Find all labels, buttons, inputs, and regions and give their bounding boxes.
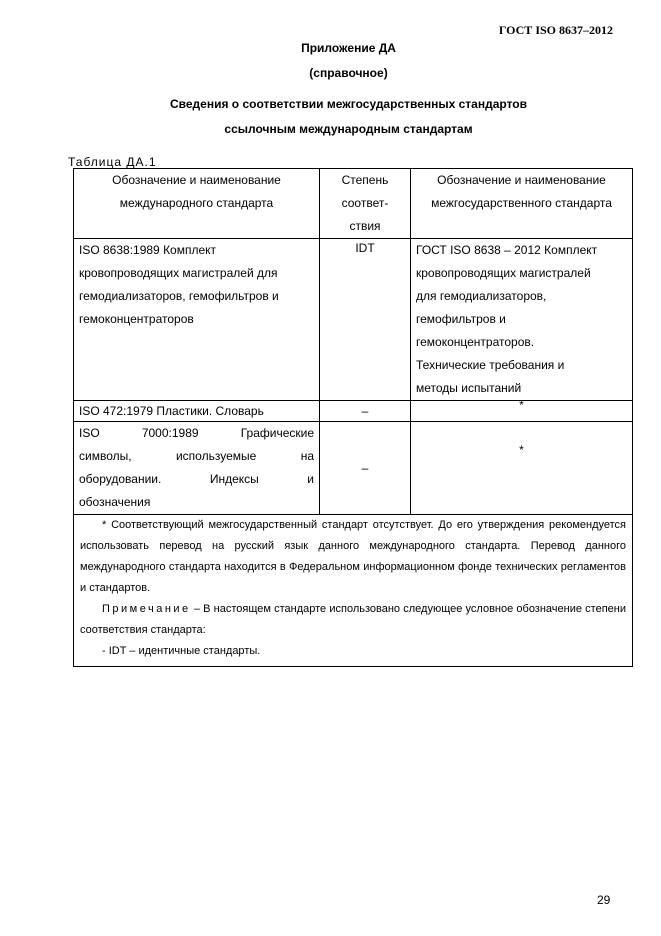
cell-international-standard <box>74 422 320 515</box>
header-line: Степень <box>341 173 389 187</box>
table-caption: Таблица ДА.1 <box>68 155 157 169</box>
cell-line: методы испытаний <box>416 381 522 395</box>
table-note <box>80 599 626 641</box>
note-label: Примечание <box>102 603 191 615</box>
footnote-marker: * <box>519 398 524 412</box>
cell-line: ISO 472:1979 Пластики. Словарь <box>79 404 264 418</box>
table-row <box>74 239 633 401</box>
header-degree <box>320 169 411 239</box>
cell-interstate-standard <box>411 422 633 515</box>
cell-line: ISO 8638:1989 Комплект <box>79 243 217 257</box>
cell-line: кровопроводящих магистралей для <box>79 266 278 280</box>
header-line: Обозначение и наименование <box>112 173 281 187</box>
cell-line: обозначения <box>79 495 151 509</box>
annex-heading-line-2: ссылочным международным стандартам <box>224 122 473 136</box>
cell-line: символы, используемые на <box>79 449 314 463</box>
annex-title: Приложение ДА <box>301 41 396 55</box>
table-footnote: * Соответствующий межгосударственный стандарт отсутствует. До его утверждения рекомендуется использовать перевод на русский язык данного международного стандарта. Перевод данного международного стандарта находится в Федеральном информационном фонде технических регламентов и стандартов. <box>80 519 626 594</box>
header-line: международного стандарта <box>119 196 274 210</box>
cell-line: гемофильтров и <box>416 312 506 326</box>
cell-degree: – <box>320 422 411 515</box>
cell-line: оборудовании. Индексы и <box>79 472 314 486</box>
header-line: соответ- <box>341 196 389 210</box>
header-line: Обозначение и наименование <box>437 173 606 187</box>
cell-interstate-standard <box>411 239 633 401</box>
table-notes <box>74 515 633 667</box>
page-number: 29 <box>597 893 611 907</box>
table-row <box>74 422 633 515</box>
cell-line: гемодиализаторов, гемофильтров и <box>79 289 279 303</box>
note-text: – В настоящем стандарте использовано следующее условное обозначение степени соответствия стандарта: <box>80 603 626 636</box>
cell-line: гемоконцентраторов <box>79 312 194 326</box>
cell-line: ГОСТ ISO 8638 – 2012 Комплект <box>416 243 598 257</box>
table-header-row <box>74 169 633 239</box>
cell-line: ISO 7000:1989 Графические <box>79 426 314 440</box>
header-interstate-standard <box>411 169 633 239</box>
document-code: ГОСТ ISO 8637–2012 <box>498 23 613 37</box>
annex-heading-line-1: Сведения о соответствии межгосударственных стандартов <box>170 97 527 111</box>
note-item: - IDT – идентичные стандарты. <box>102 645 261 657</box>
header-line: межгосударственного стандарта <box>431 196 612 210</box>
cell-interstate-standard <box>411 398 633 422</box>
cell-line: кровопроводящих магистралей <box>416 266 591 280</box>
footnote-marker: * <box>519 442 524 457</box>
table-notes-row <box>74 515 633 667</box>
cell-line: гемоконцентраторов. <box>416 335 535 349</box>
header-line: ствия <box>349 219 381 233</box>
cell-international-standard <box>74 239 320 401</box>
header-international-standard <box>74 169 320 239</box>
cell-international-standard <box>74 401 320 422</box>
cell-degree: IDT <box>320 239 411 401</box>
table-row <box>74 401 633 422</box>
annex-kind: (справочное) <box>309 66 388 80</box>
cell-degree: – <box>320 401 411 422</box>
cell-line: Технические требования и <box>416 358 565 372</box>
standards-table <box>73 168 633 667</box>
cell-line: для гемодиализаторов, <box>416 289 547 303</box>
